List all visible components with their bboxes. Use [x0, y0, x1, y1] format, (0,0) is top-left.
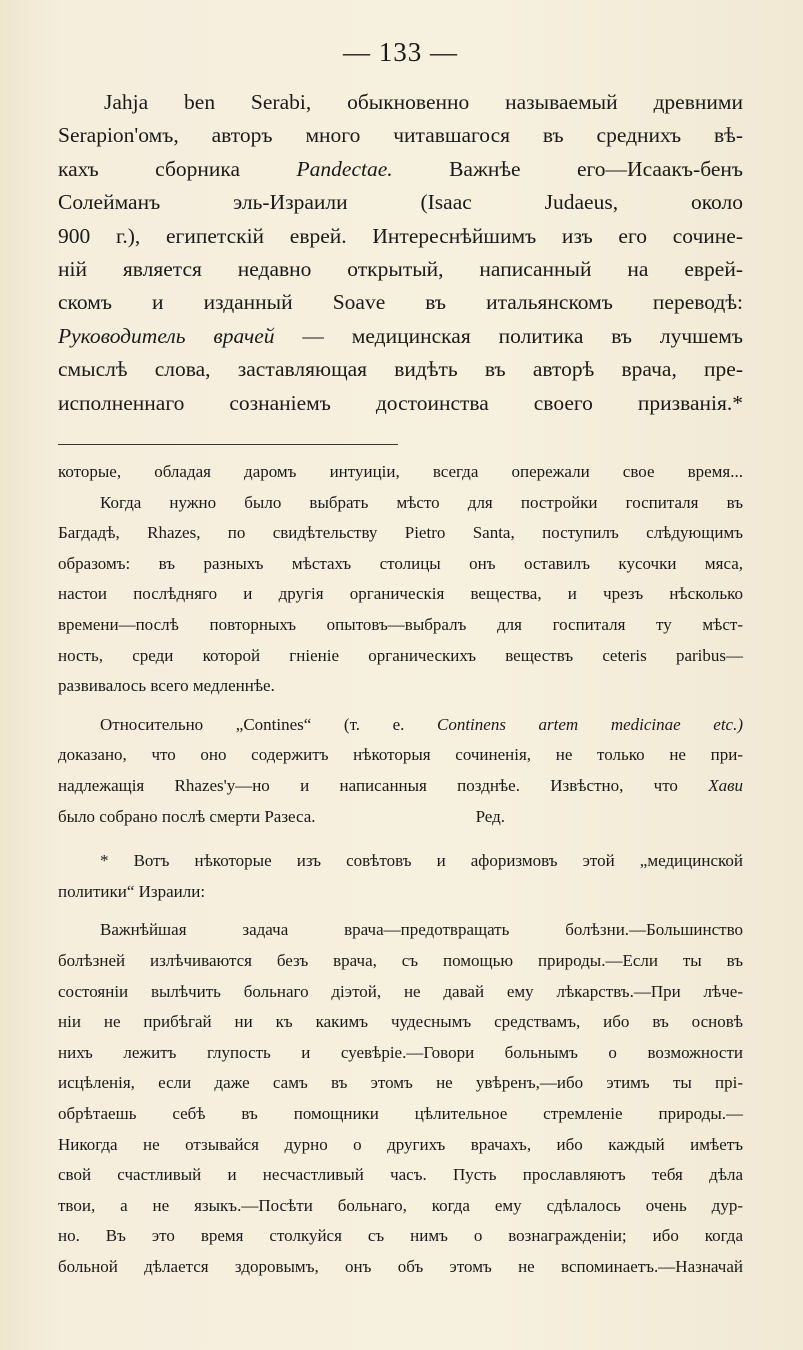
- text-segment: надлежащія Rhazes'у—но и написанныя позднѣе. Извѣстно, что: [58, 776, 678, 795]
- note-line: Багдадѣ, Rhazes, по свидѣтельству Pietro Santa, поступилъ слѣдующимъ: [58, 523, 743, 543]
- note-line: Важнѣйшая задача врача—предотвращать болѣзни.—Большинство: [100, 920, 743, 940]
- note-line: болѣзней излѣчиваются безъ врача, съ помощью природы.—Если ты въ: [58, 950, 743, 970]
- note-line: развивалось всего медленнѣе.: [58, 676, 275, 696]
- note-line: ніи не прибѣгай ни къ какимъ чудеснымъ средствамъ, ибо въ основѣ: [58, 1012, 743, 1032]
- note-line: обрѣтаешь себѣ въ помощники цѣлительное стремленіе природы.—: [58, 1103, 743, 1123]
- note-line: времени—послѣ повторныхъ опытовъ—выбралъ для госпиталя ту мѣст-: [58, 615, 743, 635]
- text-segment: Относительно „Contines“ (т. е.: [100, 714, 405, 734]
- note-line: ность, среди которой гніеніе органическихъ веществъ ceteris paribus—: [58, 645, 743, 665]
- text-segment: Важнѣе его—Исаакъ-бенъ: [449, 156, 744, 181]
- page-number: — 133 —: [343, 37, 458, 67]
- text-line: скомъ и изданный Soave въ итальянскомъ переводѣ:: [58, 290, 743, 315]
- note-line: * Вотъ нѣкоторые изъ совѣтовъ и афоризмовъ этой „медицинской: [100, 851, 743, 871]
- text-line: смыслѣ слова, заставляющая видѣть въ авторѣ врача, пре-: [58, 357, 743, 382]
- note-line: настои послѣдняго и другія органическія вещества, и чрезъ нѣсколько: [58, 584, 743, 604]
- note-line: Никогда не отзывайся дурно о другихъ врачахъ, ибо каждый имѣетъ: [58, 1134, 743, 1154]
- note-line: политики“ Израили:: [58, 881, 206, 901]
- text-line: ній является недавно открытый, написанный на еврей-: [58, 257, 743, 282]
- text-segment: кахъ сборника: [58, 156, 241, 181]
- text-line: исполненнаго сознаніемъ достоинства своего призванія.*: [58, 390, 743, 415]
- footnotes: [58, 457, 743, 1282]
- editor-signature: Ред.: [475, 806, 506, 826]
- italic-title: Руководитель врачей: [58, 323, 275, 348]
- text-segment: — медицинская политика въ лучшемъ: [302, 323, 743, 348]
- note-line: нихъ лежитъ глупость и суевѣріе.—Говори больнымъ о возможности: [58, 1042, 743, 1062]
- note-line: [58, 771, 743, 802]
- italic-title: Хави: [708, 776, 743, 795]
- italic-title: Pandectae.: [296, 156, 393, 181]
- text-line: [58, 320, 743, 353]
- note-line: больной дѣлается здоровымъ, онъ объ этомъ не вспоминаетъ.—Назначай: [58, 1256, 743, 1276]
- note-line: исцѣленія, если даже самъ въ этомъ не увѣренъ,—ибо этимъ ты прі-: [58, 1073, 743, 1093]
- text-line: Jahja ben Serabi, обыкновенно называемый древними: [104, 90, 743, 114]
- italic-title: Continens artem medicinae etc.): [437, 714, 743, 734]
- note-line: но. Въ это время столкуйся съ нимъ о вознагражденіи; ибо когда: [58, 1226, 743, 1246]
- footnote-divider: [58, 444, 398, 445]
- note-line: Когда нужно было выбрать мѣсто для постройки госпиталя въ: [100, 492, 743, 512]
- text-line: [58, 153, 743, 186]
- text-segment: было собрано послѣ смерти Разеса.: [58, 806, 316, 826]
- main-text: [58, 86, 743, 420]
- note-line: свой счастливый и несчастливый часъ. Пусть прославляютъ тебя дѣла: [58, 1165, 743, 1185]
- note-line: [58, 802, 743, 833]
- note-line: доказано, что оно содержитъ нѣкоторыя сочиненія, не только не при-: [58, 745, 743, 765]
- note-line: состояніи вылѣчить больнаго діэтой, не давай ему лѣкарствъ.—При лѣче-: [58, 981, 743, 1001]
- text-line: Serapion'омъ, авторъ много читавшагося въ среднихъ вѣ-: [58, 123, 743, 148]
- note-line: которые, обладая даромъ интуиціи, всегда опережали свое время...: [58, 462, 743, 482]
- note-line: образомъ: въ разныхъ мѣстахъ столицы онъ оставилъ кусочки мяса,: [58, 553, 743, 573]
- text-line: 900 г.), египетскій еврей. Интереснѣйшимъ изъ его сочине-: [58, 223, 743, 248]
- note-line: твои, а не языкъ.—Посѣти больнаго, когда ему сдѣлалось очень дур-: [58, 1195, 743, 1215]
- note-line: [58, 710, 743, 741]
- text-line: Солейманъ эль-Израили (Isaac Judaeus, около: [58, 190, 743, 215]
